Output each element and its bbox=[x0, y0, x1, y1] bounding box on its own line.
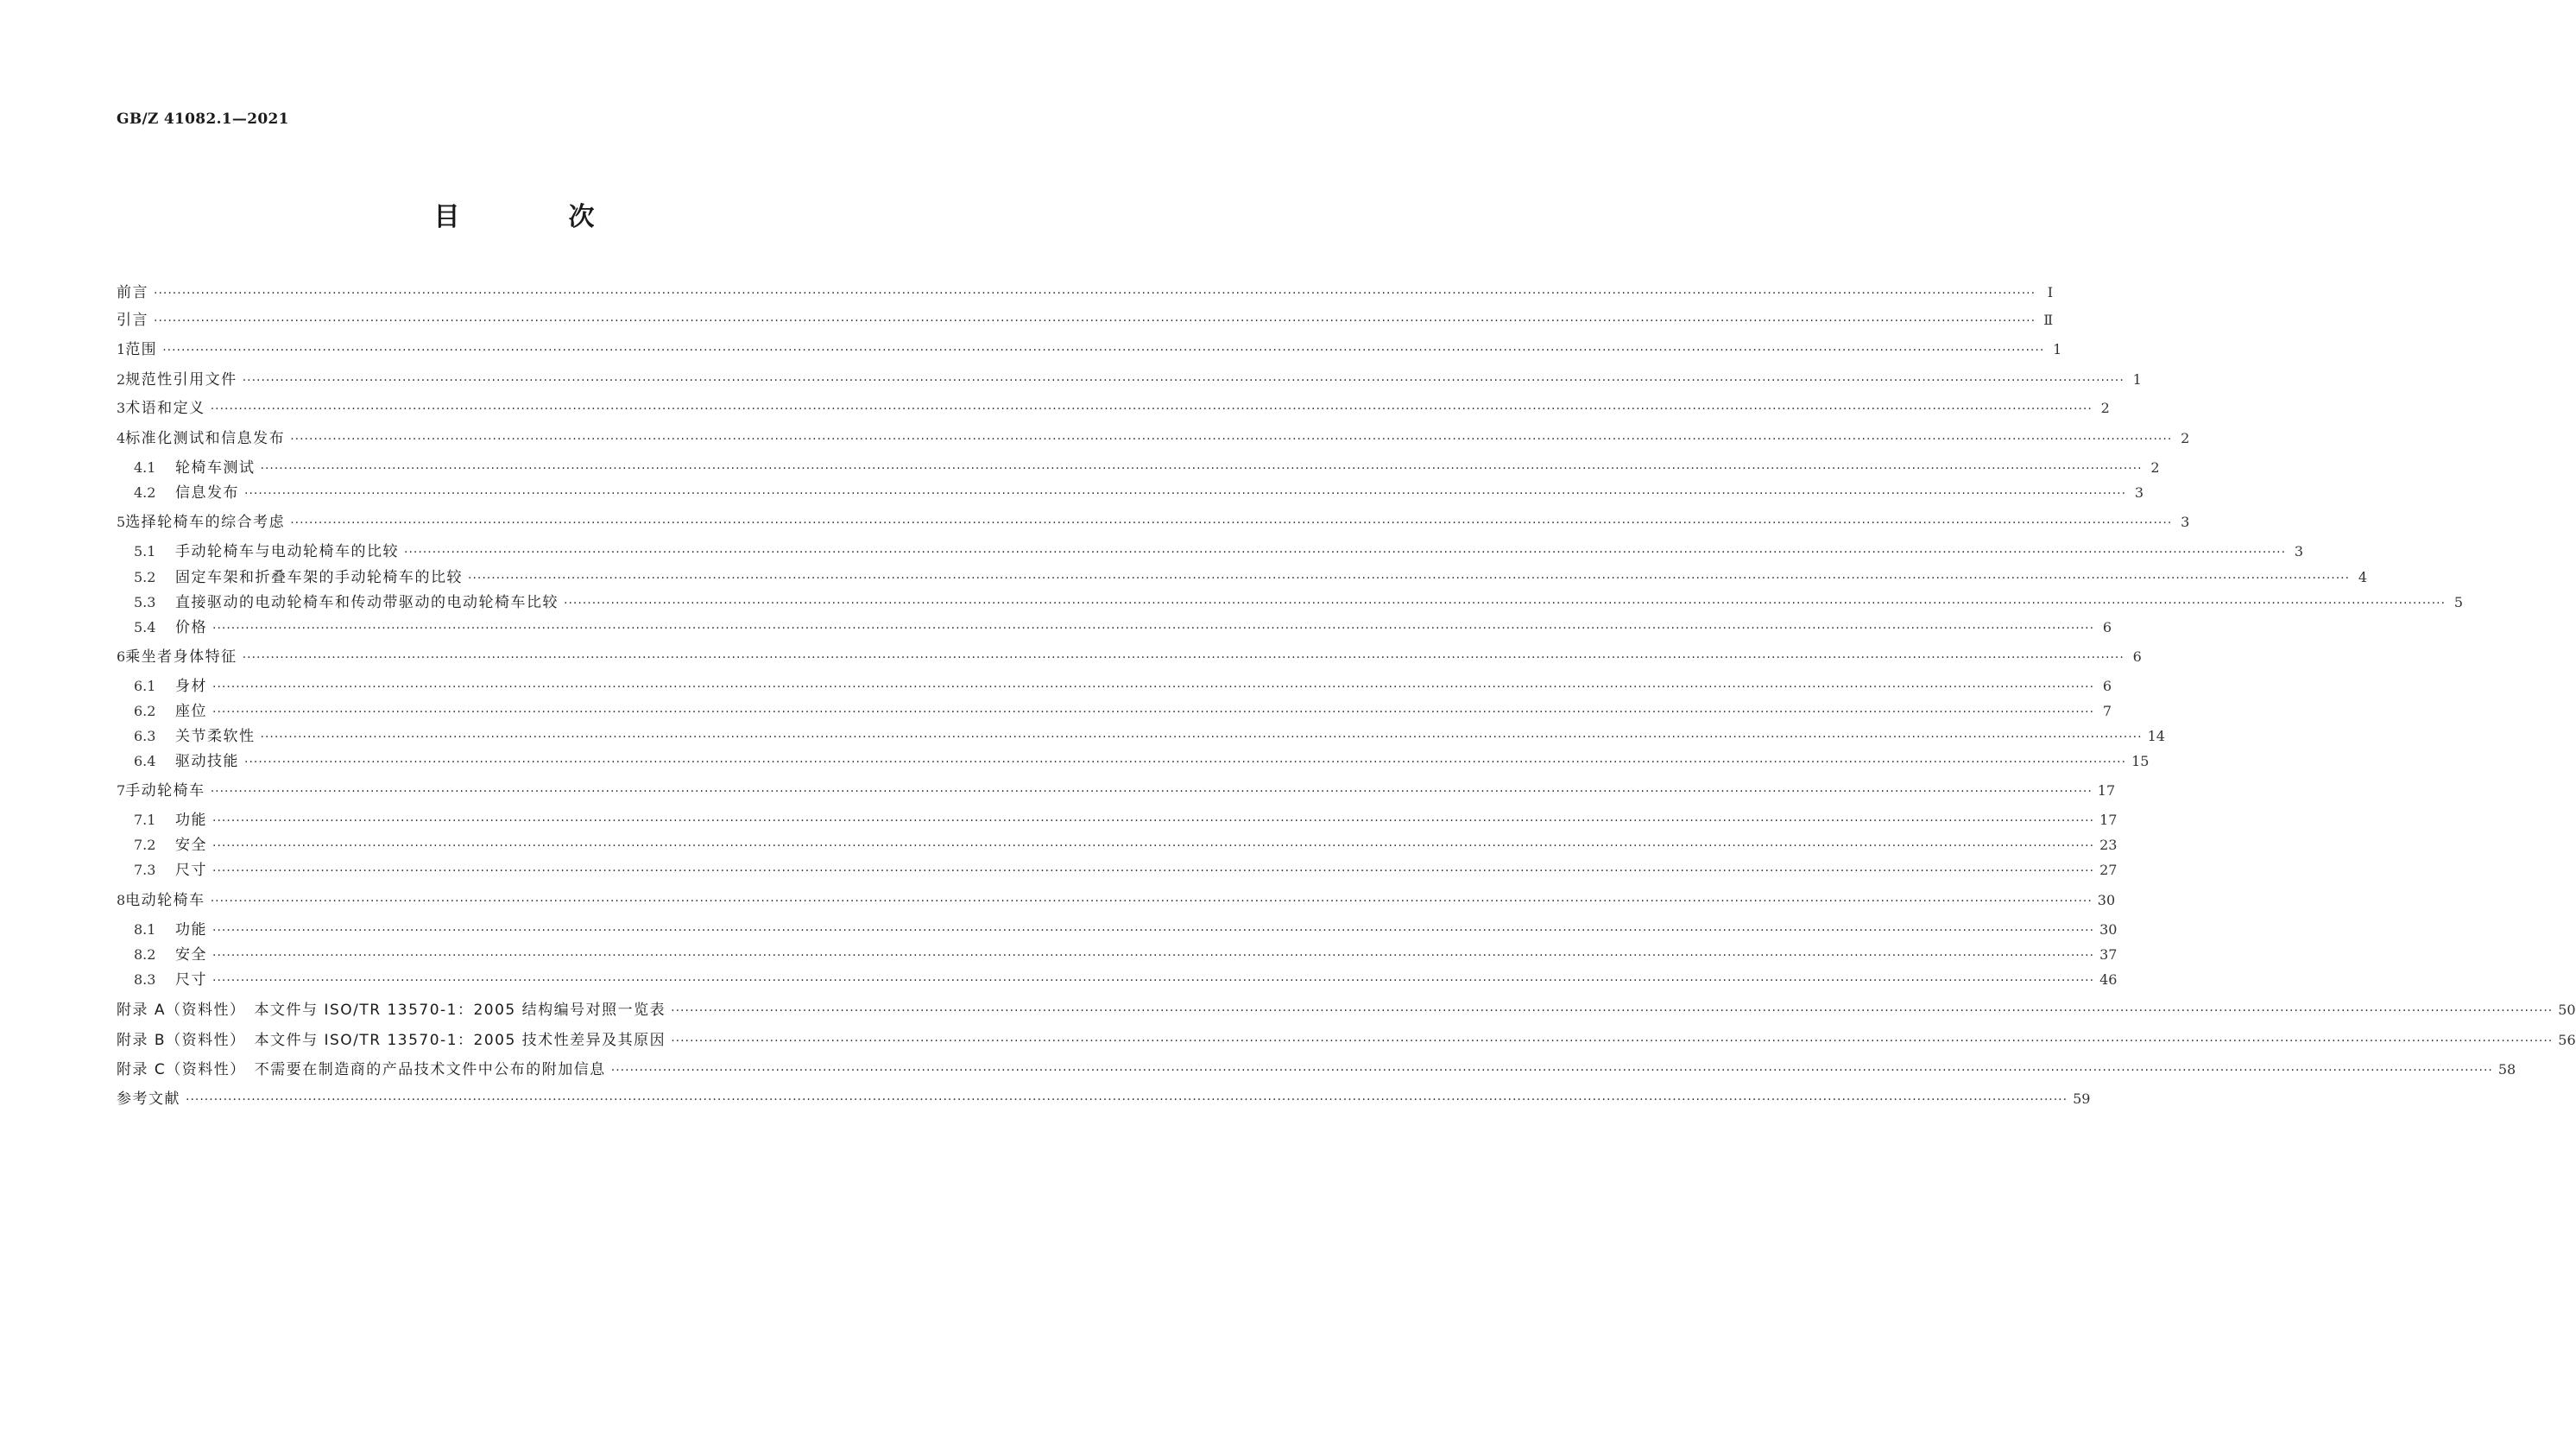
toc-entry-title: 关节柔软性 bbox=[175, 728, 256, 745]
toc-entry[interactable] bbox=[134, 616, 2112, 639]
toc-entry[interactable] bbox=[134, 675, 2112, 698]
toc-entry[interactable] bbox=[134, 566, 2368, 589]
dot-leader: ················································································································································································································································································································································································································ bbox=[212, 864, 2095, 878]
toc-entry[interactable] bbox=[134, 591, 2464, 614]
toc-entry-page: 1 bbox=[2053, 341, 2062, 357]
toc-entry-page: 50 bbox=[2558, 1002, 2576, 1018]
toc-entry-title: 功能 bbox=[175, 921, 207, 939]
toc-entry-page: 2 bbox=[2100, 400, 2110, 416]
toc-entry-title: 手动轮椅车与电动轮椅车的比较 bbox=[175, 543, 399, 560]
dot-leader: ················································································································································································································································································································································································································ bbox=[212, 839, 2095, 853]
toc-entry-page: 15 bbox=[2131, 753, 2150, 769]
toc-entry-page: 59 bbox=[2073, 1090, 2091, 1107]
toc-entry-number: 4 bbox=[117, 430, 126, 446]
dot-leader: ················································································································································································································································································································································································································ bbox=[671, 1034, 2554, 1048]
toc-entry-title: 引言 bbox=[117, 312, 148, 329]
toc-entry[interactable] bbox=[134, 859, 2118, 882]
toc-entry-title: 附录 B（资料性） 本文件与 ISO/TR 13570-1：2005 技术性差异及其原因 bbox=[117, 1032, 666, 1049]
toc-entry-page: Ⅱ bbox=[2043, 312, 2054, 328]
dot-leader: ················································································································································································································································································································································································································ bbox=[242, 374, 2125, 388]
toc-entry-title: 前言 bbox=[117, 284, 148, 301]
dot-leader: ················································································································································································································································································································································································································ bbox=[154, 287, 2036, 300]
toc-entry-title: 范围 bbox=[125, 341, 158, 358]
toc-entry-page: 3 bbox=[2134, 484, 2144, 501]
toc-entry[interactable] bbox=[117, 511, 2190, 534]
toc-entry[interactable] bbox=[117, 889, 2116, 912]
toc-entry-number: 1 bbox=[117, 341, 126, 357]
toc-entry-page: 5 bbox=[2453, 594, 2464, 610]
toc-entry[interactable] bbox=[117, 397, 2110, 420]
toc-entry-number: 2 bbox=[117, 371, 126, 388]
dot-leader: ················································································································································································································································································································································································································ bbox=[212, 705, 2095, 719]
toc-entry-page: 14 bbox=[2147, 728, 2165, 744]
dot-leader: ················································································································································································································································································································································································································ bbox=[242, 651, 2125, 665]
toc-entry[interactable] bbox=[117, 1059, 2516, 1081]
dot-leader: ················································································································································································································································································································································································································ bbox=[260, 730, 2143, 744]
toc-entry-title: 轮椅车测试 bbox=[175, 459, 256, 477]
toc-entry-title: 安全 bbox=[175, 946, 207, 964]
toc-entry-number: 6.2 bbox=[134, 703, 156, 719]
dot-leader: ················································································································································································································································································································································································································ bbox=[154, 314, 2036, 328]
toc-entry[interactable] bbox=[117, 338, 2062, 361]
toc-entry-title: 信息发布 bbox=[175, 484, 239, 502]
toc-entry[interactable] bbox=[117, 780, 2116, 802]
document-id: GB/Z 41082.1—2021 bbox=[117, 111, 289, 128]
toc-entry-page: 58 bbox=[2497, 1061, 2516, 1078]
toc-entry-title: 标准化测试和信息发布 bbox=[125, 430, 286, 447]
dot-leader: ················································································································································································································································································································································································································ bbox=[244, 487, 2127, 501]
dot-leader: ················································································································································································································································································································································································································ bbox=[564, 597, 2447, 610]
toc-entry[interactable] bbox=[134, 919, 2118, 941]
dot-leader: ················································································································································································································································································································································································································ bbox=[210, 402, 2093, 416]
toc-entry-page: 1 bbox=[2132, 371, 2142, 388]
toc-entry-page: 17 bbox=[2099, 812, 2118, 828]
toc-entry-title: 功能 bbox=[175, 812, 207, 829]
toc-entry[interactable] bbox=[117, 1029, 2576, 1052]
dot-leader: ················································································································································································································································································································································································································ bbox=[671, 1004, 2554, 1018]
toc-entry-page: 2 bbox=[2150, 459, 2160, 476]
toc-entry-title: 参考文献 bbox=[117, 1090, 180, 1108]
toc-entry-page: 23 bbox=[2099, 837, 2118, 853]
toc-entry-page: 6 bbox=[2132, 648, 2142, 665]
toc-entry-page: 27 bbox=[2099, 862, 2118, 878]
toc-entry-number: 8.3 bbox=[134, 971, 156, 988]
toc-entry-number: 5.4 bbox=[134, 619, 156, 635]
toc-entry-title: 附录 A（资料性） 本文件与 ISO/TR 13570-1：2005 结构编号对照一览表 bbox=[117, 1002, 666, 1019]
toc-entry-title: 术语和定义 bbox=[125, 400, 205, 417]
toc-entry-title: 安全 bbox=[175, 837, 207, 854]
toc-entry-title: 驱动技能 bbox=[175, 753, 239, 770]
toc-entry-title: 选择轮椅车的综合考虑 bbox=[125, 514, 286, 531]
dot-leader: ················································································································································································································································································································································································································ bbox=[212, 974, 2095, 988]
toc-entry-page: 6 bbox=[2102, 619, 2112, 635]
toc-entry-page: 6 bbox=[2102, 678, 2112, 694]
dot-leader: ················································································································································································································································································································································································································ bbox=[244, 755, 2127, 769]
toc-entry-number: 6.3 bbox=[134, 728, 156, 744]
toc-entry-number: 7.2 bbox=[134, 837, 156, 853]
toc-entry-page: 30 bbox=[2097, 892, 2116, 908]
toc-entry-title: 尺寸 bbox=[175, 862, 207, 879]
toc-entry[interactable] bbox=[117, 999, 2576, 1021]
toc-entry-page: 17 bbox=[2097, 782, 2116, 799]
dot-leader: ················································································································································································································································································································································································································ bbox=[212, 622, 2095, 635]
toc-entry-page: Ⅰ bbox=[2047, 284, 2054, 300]
toc-entry-page: 3 bbox=[2294, 543, 2304, 559]
dot-leader: ················································································································································································································································································································································································································ bbox=[212, 814, 2095, 828]
toc-entry-number: 6.1 bbox=[134, 678, 156, 694]
toc-entry-number: 3 bbox=[117, 400, 126, 416]
toc-entry-number: 8.2 bbox=[134, 946, 156, 963]
toc-entry-number: 7.1 bbox=[134, 812, 156, 828]
toc-entry[interactable] bbox=[134, 482, 2144, 504]
toc-entry-page: 37 bbox=[2099, 946, 2118, 963]
toc-entry-number: 8 bbox=[117, 892, 126, 908]
toc-entry-title: 身材 bbox=[175, 678, 207, 695]
toc-entry-page: 30 bbox=[2099, 921, 2118, 938]
toc-entry-number: 8.1 bbox=[134, 921, 156, 938]
toc-entry-title: 价格 bbox=[175, 619, 207, 636]
dot-leader: ················································································································································································································································································································································································································ bbox=[468, 572, 2351, 585]
toc-entry-title: 尺寸 bbox=[175, 971, 207, 989]
toc-entry[interactable] bbox=[134, 725, 2165, 748]
toc-entry-number: 7.3 bbox=[134, 862, 156, 878]
dot-leader: ················································································································································································································································································································································································································ bbox=[610, 1064, 2493, 1078]
toc-entry-title: 手动轮椅车 bbox=[125, 782, 205, 800]
page-title: 目 次 bbox=[433, 202, 636, 232]
dot-leader: ················································································································································································································································································································································································································ bbox=[162, 344, 2045, 357]
toc-entry-title: 规范性引用文件 bbox=[125, 371, 237, 389]
toc-entry-number: 4.1 bbox=[134, 459, 156, 476]
dot-leader: ················································································································································································································································································································································································································ bbox=[290, 433, 2173, 446]
toc-entry-title: 固定车架和折叠车架的手动轮椅车的比较 bbox=[175, 569, 463, 586]
dot-leader: ················································································································································································································································································································································································································ bbox=[260, 462, 2143, 476]
toc-entry-title: 直接驱动的电动轮椅车和传动带驱动的电动轮椅车比较 bbox=[175, 594, 559, 611]
toc-entry-page: 7 bbox=[2102, 703, 2112, 719]
toc-entry-page: 2 bbox=[2181, 430, 2190, 446]
toc-entry-number: 5.1 bbox=[134, 543, 156, 559]
toc-entry-number: 5 bbox=[117, 514, 126, 530]
toc-entry[interactable] bbox=[134, 944, 2118, 966]
toc-entry-title: 座位 bbox=[175, 703, 207, 720]
dot-leader: ················································································································································································································································································································································································································ bbox=[212, 680, 2095, 694]
dot-leader: ················································································································································································································································································································································································································ bbox=[212, 949, 2095, 963]
toc-entry-number: 6.4 bbox=[134, 753, 156, 769]
toc-entry-number: 6 bbox=[117, 648, 126, 665]
toc-entry-page: 3 bbox=[2181, 514, 2190, 530]
dot-leader: ················································································································································································································································································································································································································ bbox=[290, 516, 2173, 530]
toc-entry[interactable] bbox=[117, 309, 2054, 332]
dot-leader: ················································································································································································································································································································································································································ bbox=[404, 546, 2287, 559]
toc-entry-number: 5.2 bbox=[134, 569, 156, 585]
toc-entry[interactable] bbox=[117, 1088, 2091, 1110]
toc-entry-title: 电动轮椅车 bbox=[125, 892, 205, 909]
dot-leader: ················································································································································································································································································································································································································ bbox=[212, 924, 2095, 938]
toc-entry-title: 附录 C（资料性） 不需要在制造商的产品技术文件中公布的附加信息 bbox=[117, 1061, 606, 1078]
toc-entry-number: 4.2 bbox=[134, 484, 156, 501]
toc-entry-title: 乘坐者身体特征 bbox=[125, 648, 237, 666]
toc-entry[interactable] bbox=[117, 427, 2190, 450]
toc-entry-page: 46 bbox=[2099, 971, 2118, 988]
toc-entry[interactable] bbox=[117, 369, 2142, 391]
toc-entry[interactable] bbox=[134, 750, 2150, 773]
toc-entry[interactable] bbox=[134, 457, 2160, 479]
toc-entry-number: 7 bbox=[117, 782, 126, 799]
toc-entry-page: 56 bbox=[2558, 1032, 2576, 1048]
toc-entry-page: 4 bbox=[2358, 569, 2368, 585]
toc-entry[interactable] bbox=[134, 541, 2304, 563]
toc-entry[interactable] bbox=[134, 809, 2118, 831]
dot-leader: ················································································································································································································································································································································································································ bbox=[210, 895, 2093, 908]
dot-leader: ················································································································································································································································································································································································································ bbox=[210, 785, 2093, 799]
dot-leader: ················································································································································································································································································································································································································ bbox=[186, 1093, 2068, 1107]
toc-entry-number: 5.3 bbox=[134, 594, 156, 610]
toc-entry[interactable] bbox=[134, 834, 2118, 857]
toc-entry[interactable] bbox=[134, 700, 2112, 723]
toc-entry[interactable] bbox=[117, 646, 2142, 668]
toc-entry[interactable] bbox=[134, 969, 2118, 991]
toc-entry[interactable] bbox=[117, 281, 2054, 304]
